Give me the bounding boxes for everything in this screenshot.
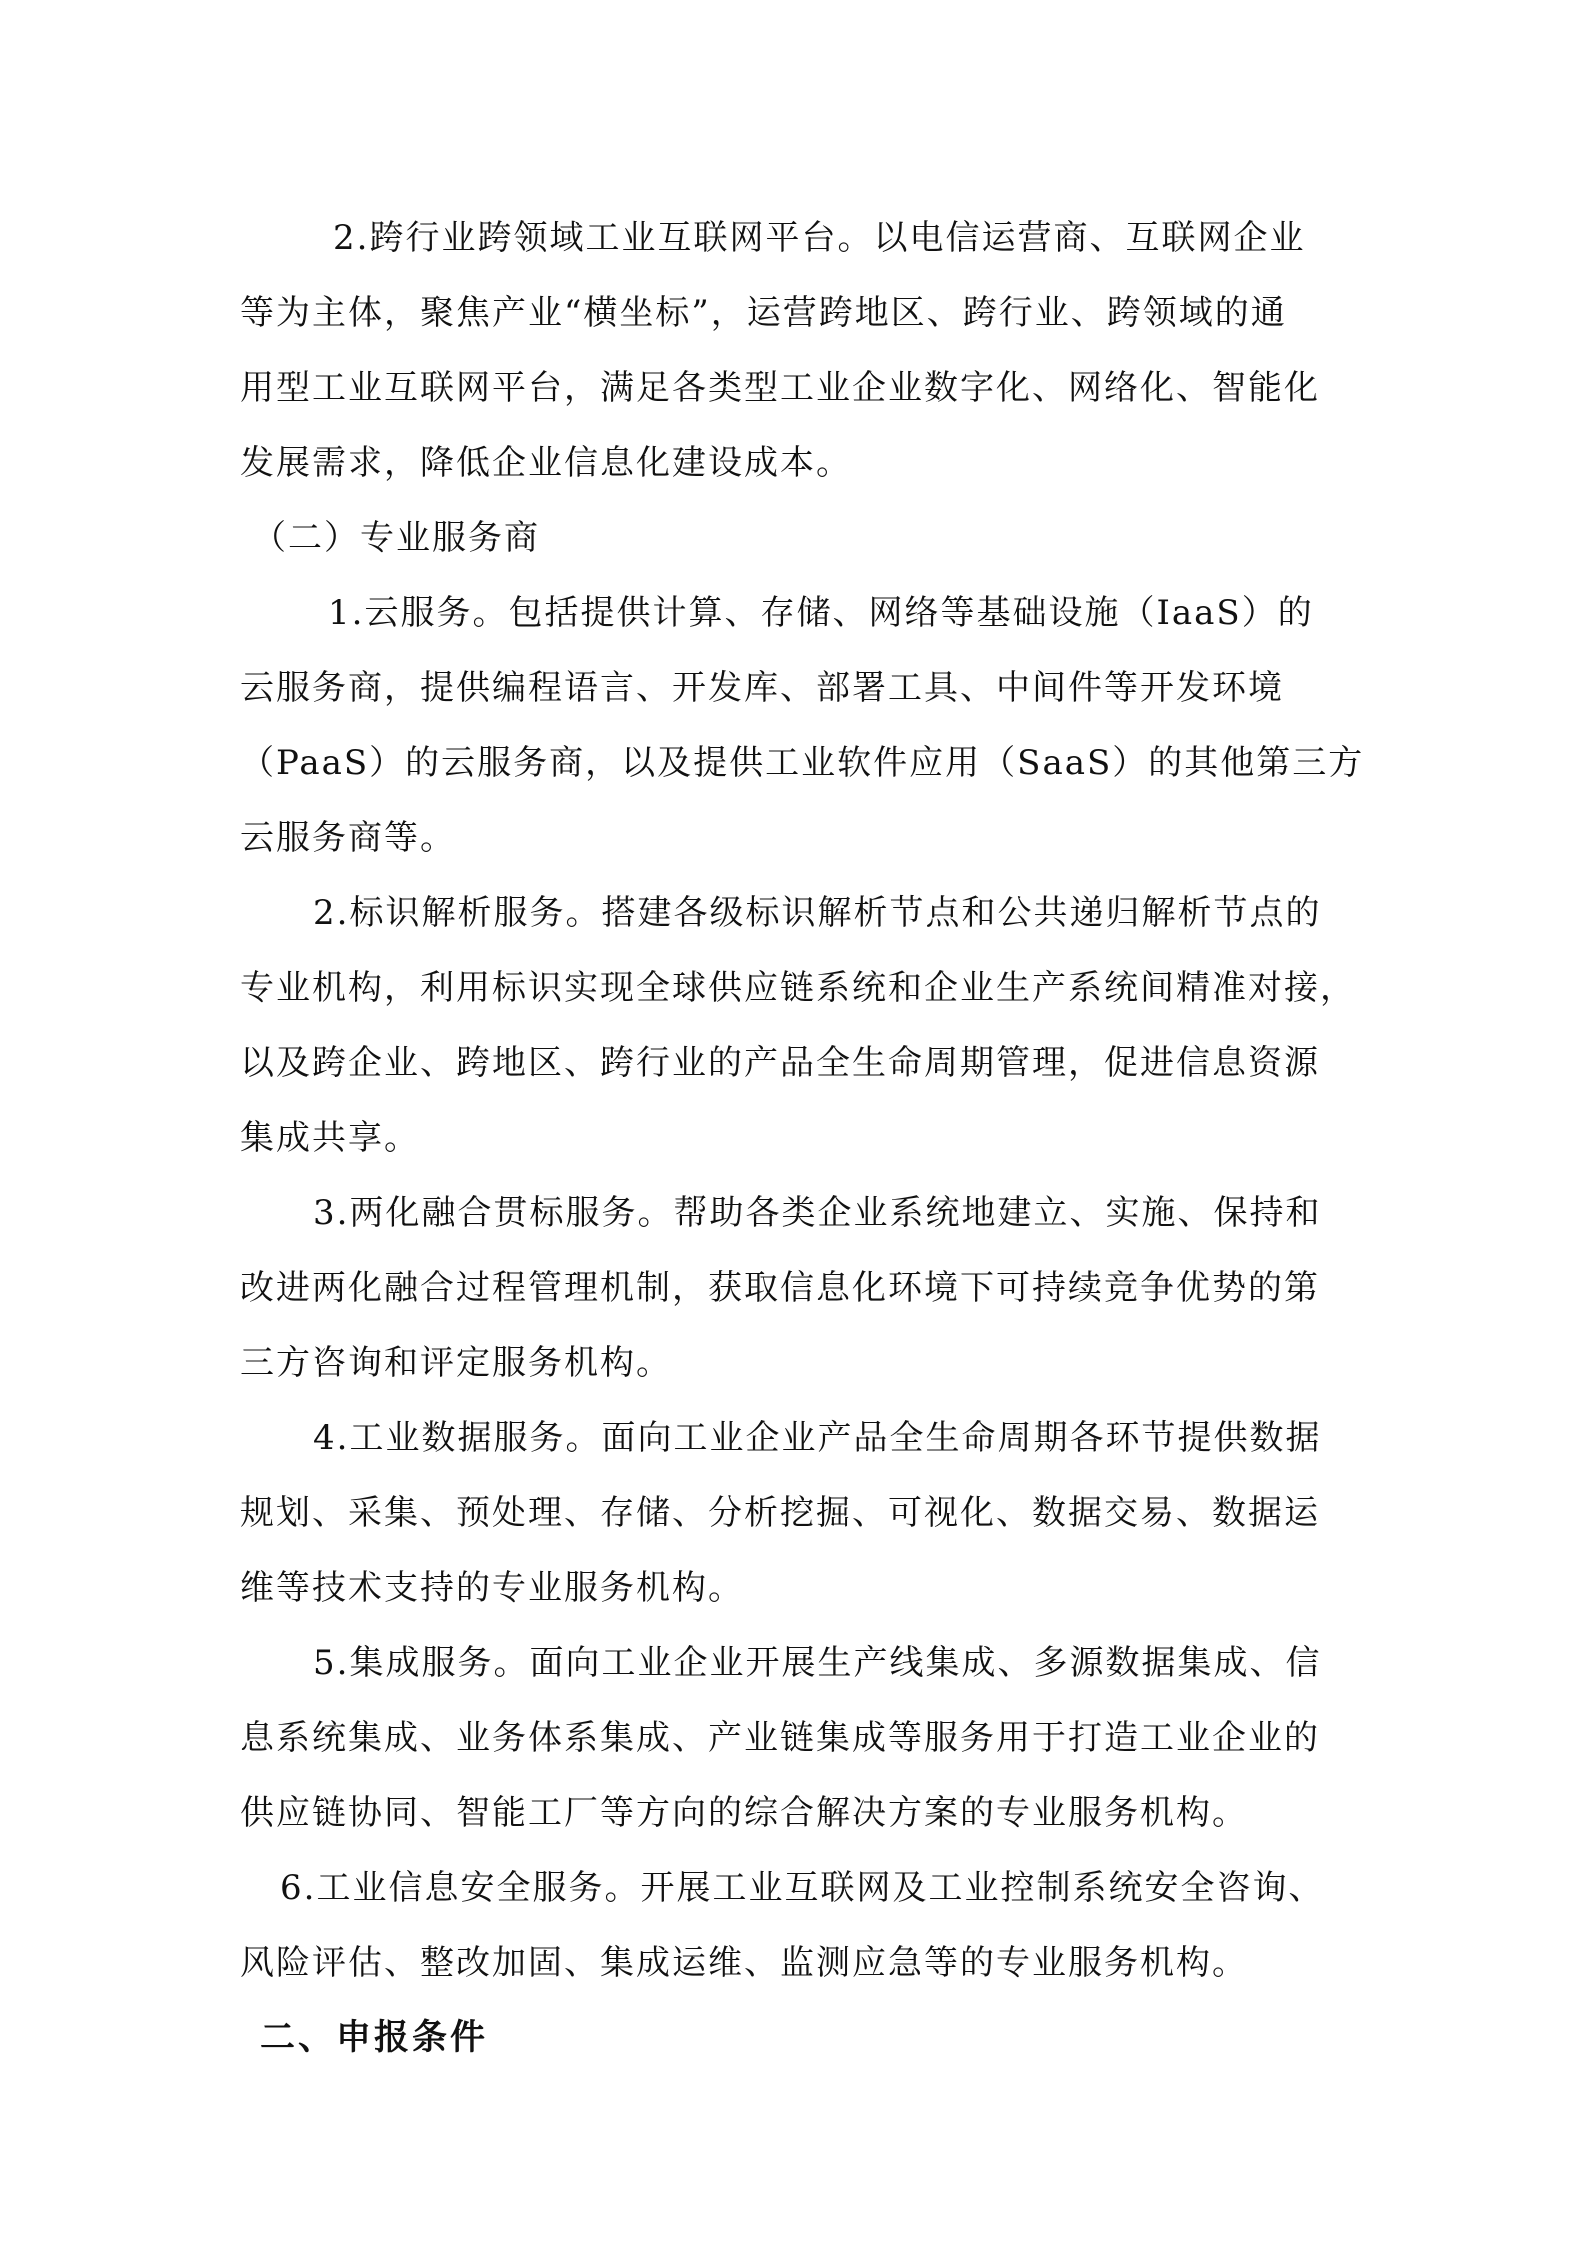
paragraph-line: 发展需求，降低企业信息化建设成本。 [240,443,852,483]
paragraph-line: 供应链协同、智能工厂等方向的综合解决方案的专业服务机构。 [240,1793,1248,1833]
paragraph-line: 5.集成服务。面向工业企业开展生产线集成、多源数据集成、信 [313,1643,1322,1683]
paragraph-line: 4.工业数据服务。面向工业企业产品全生命周期各环节提供数据 [313,1418,1322,1458]
paragraph-line: 规划、采集、预处理、存储、分析挖掘、可视化、数据交易、数据运 [240,1493,1320,1533]
paragraph-line: 云服务商，提供编程语言、开发库、部署工具、中间件等开发环境 [240,668,1284,708]
paragraph-line: 维等技术支持的专业服务机构。 [240,1568,744,1608]
paragraph-line: 集成共享。 [240,1118,420,1158]
paragraph-line: 1.云服务。包括提供计算、存储、网络等基础设施（IaaS）的 [328,593,1314,633]
section-heading: 二、申报条件 [260,2018,489,2058]
paragraph-line: （PaaS）的云服务商，以及提供工业软件应用（SaaS）的其他第三方 [240,743,1365,783]
paragraph-line: 云服务商等。 [240,818,456,858]
paragraph-line: 改进两化融合过程管理机制，获取信息化环境下可持续竞争优势的第 [240,1268,1320,1308]
paragraph-line: 专业机构，利用标识实现全球供应链系统和企业生产系统间精准对接， [240,968,1356,1008]
paragraph-line: 3.两化融合贯标服务。帮助各类企业系统地建立、实施、保持和 [313,1193,1322,1233]
paragraph-line: 2.标识解析服务。搭建各级标识解析节点和公共递归解析节点的 [313,893,1322,933]
paragraph-line: 三方咨询和评定服务机构。 [240,1343,672,1383]
paragraph-line: 2.跨行业跨领域工业互联网平台。以电信运营商、互联网企业 [333,218,1306,258]
paragraph-line: 用型工业互联网平台，满足各类型工业企业数字化、网络化、智能化 [240,368,1320,408]
paragraph-line: 风险评估、整改加固、集成运维、监测应急等的专业服务机构。 [240,1943,1248,1983]
paragraph-line: 等为主体，聚焦产业“横坐标”，运营跨地区、跨行业、跨领域的通 [240,293,1287,333]
paragraph-line: 以及跨企业、跨地区、跨行业的产品全生命周期管理，促进信息资源 [240,1043,1320,1083]
paragraph-line: 6.工业信息安全服务。开展工业互联网及工业控制系统安全咨询、 [280,1868,1325,1908]
section-subheading: （二）专业服务商 [252,518,540,558]
paragraph-line: 息系统集成、业务体系集成、产业链集成等服务用于打造工业企业的 [240,1718,1320,1758]
